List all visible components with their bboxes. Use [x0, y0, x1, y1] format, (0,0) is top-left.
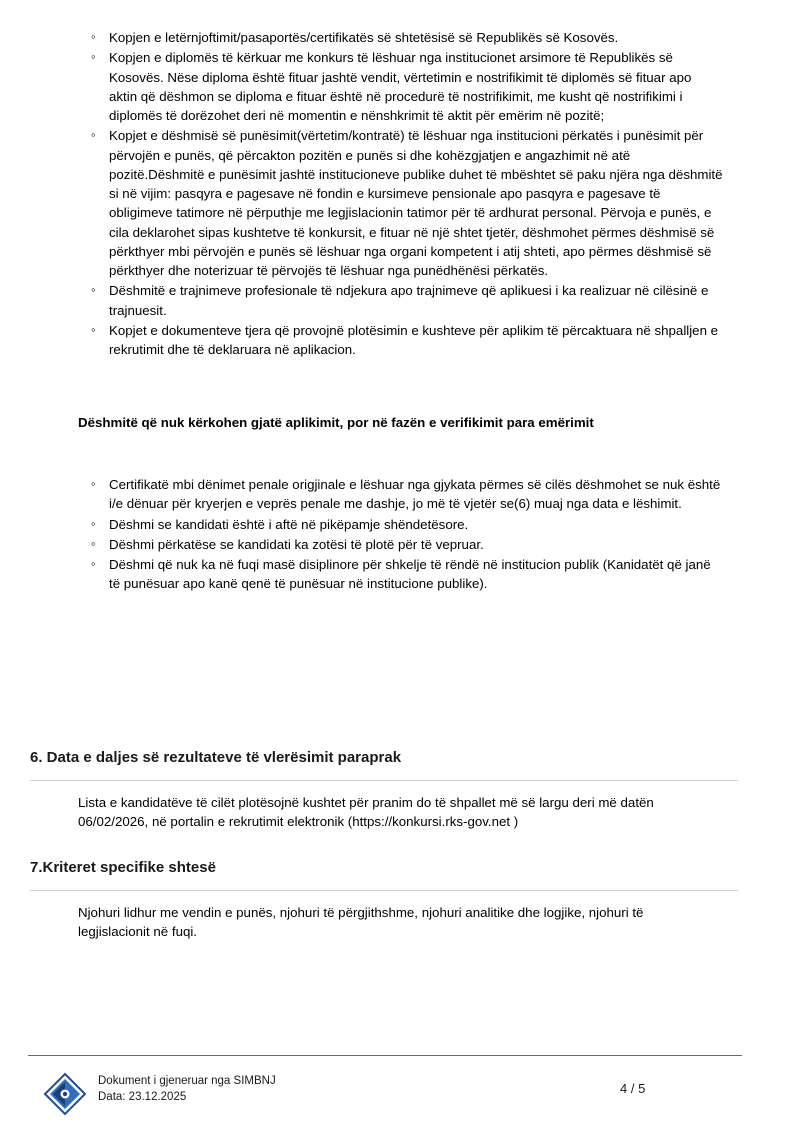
list-item: ◦ Certifikatë mbi dënimet penale origjinale e lëshuar nga gjykata përmes së cilës dëshmohet se nuk është i/e dënuar për kryerjen e veprës penale me dashje, jo më të vjetër se(6) muaj nga data e lëshimit. — [83, 475, 723, 514]
section-body: Njohuri lidhur me vendin e punës, njohuri të përgjithshme, njohuri analitike dhe logjike, njohuri të legjislacionit në fuqi. — [78, 904, 644, 940]
list-item: ◦ Dëshmitë e trajnimeve profesionale të ndjekura apo trajnimeve që aplikuesi i ka realizuar në cilësinë e trajnuesit. — [83, 281, 723, 320]
section-results-date — [30, 748, 770, 832]
list-item: ◦ Kopjet e dokumenteve tjera që provojnë plotësimin e kushteve për aplikim të përcaktuara në shpalljen e rekrutimit dhe të deklaruara në aplikacion. — [83, 321, 723, 360]
list-item: ◦ Kopjen e diplomës të kërkuar me konkurs të lëshuar nga institucionet arsimore të Republikës së Kosovës. Nëse diploma është fituar jashtë vendit, vërtetimin e nostrifikimit të diplomës së fituar apo aktin që dëshmon se diploma e fituar është në procedurë të nostrifikimit, me kusht që nostrifikimi i diplomës të dorëzohet deri në momentin e nënshkrimit të aktit për emërim në pozitë; — [83, 48, 723, 125]
simbnj-logo-icon — [42, 1071, 88, 1117]
section-heading: 6. Data e daljes së rezultateve të vlerësimit paraprak — [30, 749, 402, 766]
verification-documents-list — [83, 475, 723, 594]
section-specific-criteria — [30, 858, 770, 942]
page-number: 4 / 5 — [620, 1081, 646, 1096]
verification-heading: Dëshmitë që nuk kërkohen gjatë aplikimit, por në fazën e verifikimit para emërimit — [78, 415, 594, 430]
divider — [30, 780, 738, 781]
list-item: ◦ Dëshmi që nuk ka në fuqi masë disiplinore për shkelje të rëndë në institucion publik (Kanidatët që janë të punësuar apo kanë qenë të punësuar në institucione publike). — [83, 555, 723, 594]
required-documents-section — [83, 28, 723, 361]
list-item: ◦ Dëshmi se kandidati është i aftë në pikëpamje shëndetësore. — [83, 515, 723, 534]
list-item: ◦ Kopjen e letërnjoftimit/pasaportës/certifikatës së shtetësisë së Republikës së Kosovës. — [83, 28, 723, 47]
section-heading: 7.Kriteret specifike shtesë — [30, 859, 216, 876]
verification-documents-section — [83, 475, 723, 595]
section-body: Lista e kandidatëve të cilët plotësojnë kushtet për pranim do të shpallet më së largu deri më datën 06/02/2026, në portalin e rekrutimit elektronik (https://konkursi.rks-gov.net ) — [78, 794, 654, 830]
required-documents-list — [83, 28, 723, 360]
divider — [30, 890, 738, 891]
list-item: ◦ Kopjet e dëshmisë së punësimit(vërtetim/kontratë) të lëshuar nga institucioni përkatës i punësimit për përvojën e punës, që përcakton pozitën e punës si dhe kohëzgjatjen e angazhimit në atë pozitë.Dëshmitë e punësimit jashtë institucioneve publike duhet të mbështet së paku njëra nga dëshmitë si në vijim: pasqyra e pagesave në fondin e kursimeve pensionale apo pasqyra e pagesave të obligimeve tatimore në përputhje me legjislacionin tatimor për të ardhurat personal. Përvoja e punës, e cila deklarohet sipas kushtetve të konkursit, e fituar në një shtet tjetër, dëshmohet përmes dëshmisë së përkthyer mbi përvojën e punës së lëshuar nga organi kompetent i atij shteti, apo përmes dëshmisë së përkthyer dhe noterizuar të përvojës të lëshuar nga punëdhënësi përkatës. — [83, 126, 723, 280]
footer-date: Data: 23.12.2025 — [98, 1090, 187, 1103]
list-item: ◦ Dëshmi përkatëse se kandidati ka zotësi të plotë për të vepruar. — [83, 535, 723, 554]
page-footer — [28, 1065, 742, 1125]
footer-divider — [28, 1055, 742, 1056]
footer-generated-by: Dokument i gjeneruar nga SIMBNJ — [98, 1075, 276, 1087]
footer-text — [98, 1074, 276, 1105]
